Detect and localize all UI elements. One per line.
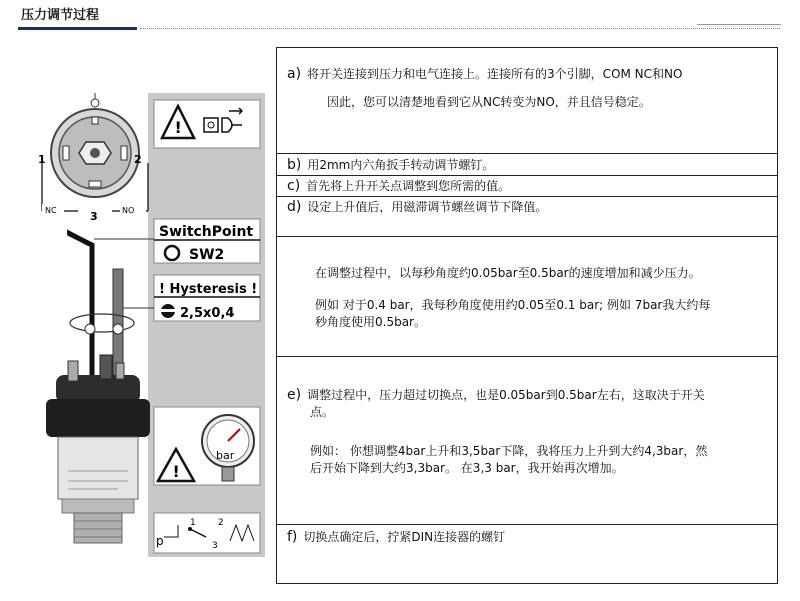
step-a-letter: a) — [287, 66, 302, 82]
header-accent-line — [697, 24, 781, 25]
svg-text:SW2: SW2 — [189, 247, 225, 263]
warning-gauge-icon — [154, 407, 260, 485]
svg-text:1: 1 — [190, 518, 196, 528]
step-e-example-line1: 例如： 你想调整4bar上升和3,5bar下降，我将压力上升到大约4,3bar，然 — [310, 444, 708, 458]
step-b-text: 用2mm内六角扳手转动调节螺钉。 — [307, 158, 495, 172]
svg-text:SwitchPoint: SwitchPoint — [159, 224, 254, 240]
svg-text:! Hysteresis !: ! Hysteresis ! — [159, 282, 258, 297]
switch-symbol-icon — [154, 513, 260, 553]
pressure-sensor-body — [46, 355, 150, 543]
svg-text:!: ! — [172, 462, 180, 481]
rate-text: 在调整过程中，以每秒角度约0.05bar至0.5bar的速度增加和减少压力。 — [315, 266, 701, 280]
switchpoint-label — [154, 219, 260, 263]
svg-text:1: 1 — [38, 153, 46, 166]
svg-text:NC: NC — [45, 206, 57, 215]
svg-text:2,5x0,4: 2,5x0,4 — [180, 306, 235, 321]
step-c-letter: c) — [287, 178, 301, 194]
step-b-letter: b) — [287, 157, 302, 173]
step-c-text: 首先将上升开关点调整到您所需的值。 — [306, 179, 511, 193]
pressure-switch-illustration — [28, 93, 265, 557]
step-c — [277, 176, 777, 197]
step-rate — [277, 237, 777, 357]
rate-example-line2: 秒角度使用0.5bar。 — [315, 315, 426, 329]
svg-text:NO: NO — [122, 206, 135, 215]
steps-panel — [276, 47, 778, 584]
symbol-panel — [148, 93, 265, 557]
svg-text:2: 2 — [218, 518, 224, 528]
step-f-text: 切换点确定后，拧紧DIN连接器的螺钉 — [303, 530, 506, 544]
step-e-letter: e) — [287, 387, 302, 403]
step-d-text: 设定上升值后，用磁滞调节螺丝调节下降值。 — [307, 200, 548, 214]
hysteresis-label — [154, 275, 260, 321]
rate-example-line1: 例如 对于0.4 bar，我每秒角度使用约0.05至0.1 bar; 例如 7bar我大约每 — [315, 298, 711, 312]
step-f-letter: f) — [287, 529, 298, 545]
step-a — [277, 48, 777, 154]
svg-text:3: 3 — [212, 541, 218, 551]
step-d-letter: d) — [287, 199, 302, 215]
step-a-text: 将开关连接到压力和电气连接上。连接所有的3个引脚，COM NC和NO — [307, 67, 683, 81]
svg-text:!: ! — [174, 118, 182, 137]
svg-text:3: 3 — [90, 210, 98, 223]
step-e-text-line1: 调整过程中，压力超过切换点，也是0.05bar到0.5bar左右，这取决于开关 — [307, 388, 705, 402]
connector-pinout — [38, 93, 148, 223]
svg-text:2: 2 — [134, 153, 142, 166]
svg-text:bar: bar — [216, 449, 235, 462]
ground-icon — [91, 99, 99, 107]
step-e-text-line2: 点。 — [310, 405, 335, 419]
rotate-icon — [85, 324, 95, 334]
step-f — [277, 525, 777, 583]
warning-electrical-icon — [154, 100, 260, 148]
step-d — [277, 197, 777, 237]
header-divider — [140, 28, 780, 29]
title-underline — [18, 27, 137, 30]
svg-text:p: p — [156, 534, 164, 548]
step-e-example-line2: 后开始下降到大约3,3bar。 在3,3 bar，我开始再次增加。 — [310, 461, 624, 475]
step-e — [277, 357, 777, 525]
step-a-note: 因此，您可以清楚地看到它从NC转变为NO，并且信号稳定。 — [327, 95, 651, 109]
page-title: 压力调节过程 — [21, 8, 100, 23]
step-b — [277, 154, 777, 176]
